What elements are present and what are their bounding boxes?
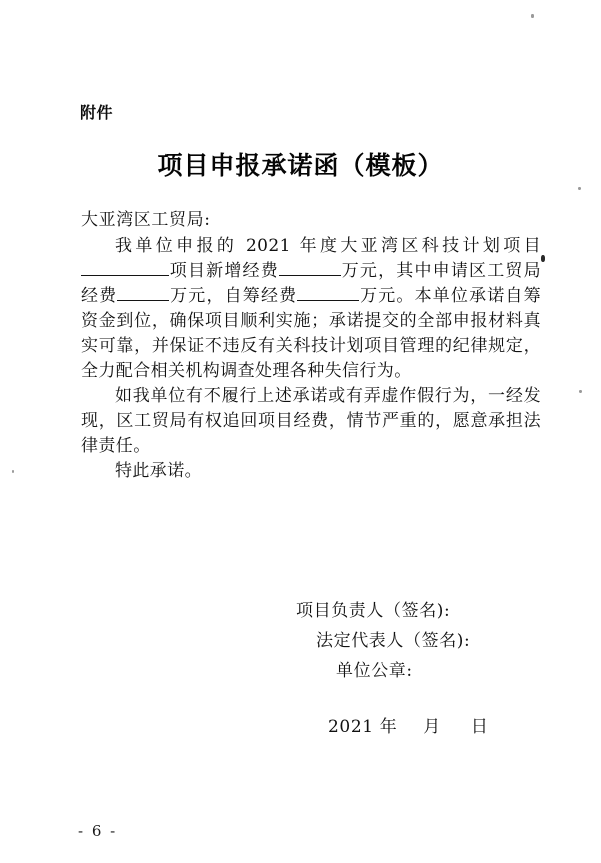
date-line[interactable] — [328, 712, 489, 737]
paragraph-penalty: 如我单位有不履行上述承诺或有弄虚作假行为，一经发现，区工贸局有权追回项目经费，情节严重的，愿意承担法律责任。 — [81, 386, 541, 456]
signature-project-leader[interactable]: 项目负责人（签名): — [296, 601, 451, 621]
page-title: 项目申报承诺函（模板） — [157, 151, 444, 180]
signature-legal-representative[interactable]: 法定代表人（签名): — [316, 631, 471, 651]
paragraph-segment: 我单位申报的 2021 年度大亚湾区科技计划项目 — [115, 236, 541, 256]
signature-block — [296, 596, 470, 686]
scan-speck — [541, 255, 545, 262]
paragraph-segment: 万元，其中申请区工贸局经费 — [81, 261, 541, 306]
blank-bureau-funding[interactable] — [117, 300, 169, 301]
signature-company-seal[interactable]: 单位公章: — [336, 661, 413, 681]
date-month-unit: 月 — [423, 717, 441, 737]
blank-self-funding[interactable] — [297, 300, 359, 301]
scan-speck — [578, 187, 581, 190]
page-number: - 6 - — [78, 822, 118, 840]
attachment-label: 附件 — [80, 103, 114, 122]
scan-speck — [579, 390, 582, 393]
date-day-unit: 日 — [470, 717, 489, 737]
date-year: 2021 — [328, 717, 374, 737]
paragraph-commitment — [81, 234, 541, 384]
paragraph-segment: 项目新增经费 — [169, 261, 279, 281]
scan-speck — [12, 470, 14, 473]
blank-project-name[interactable] — [81, 275, 169, 276]
date-year-unit: 年 — [379, 717, 398, 737]
scan-speck — [531, 14, 534, 18]
paragraph-segment: 万元，自筹经费 — [169, 286, 298, 306]
salutation: 大亚湾区工贸局: — [81, 210, 211, 230]
paragraph-closing: 特此承诺。 — [115, 461, 202, 481]
blank-new-funding[interactable] — [279, 275, 341, 276]
document-body — [81, 208, 541, 484]
paragraph-segment: 万元。本单位承诺自筹资金到位，确保项目顺利实施；承诺提交的全部申报材料真实可靠，并保证不违反有关科技计划项目管理的纪律规定，全力配合相关机构调查处理各种失信行为。 — [81, 286, 541, 381]
